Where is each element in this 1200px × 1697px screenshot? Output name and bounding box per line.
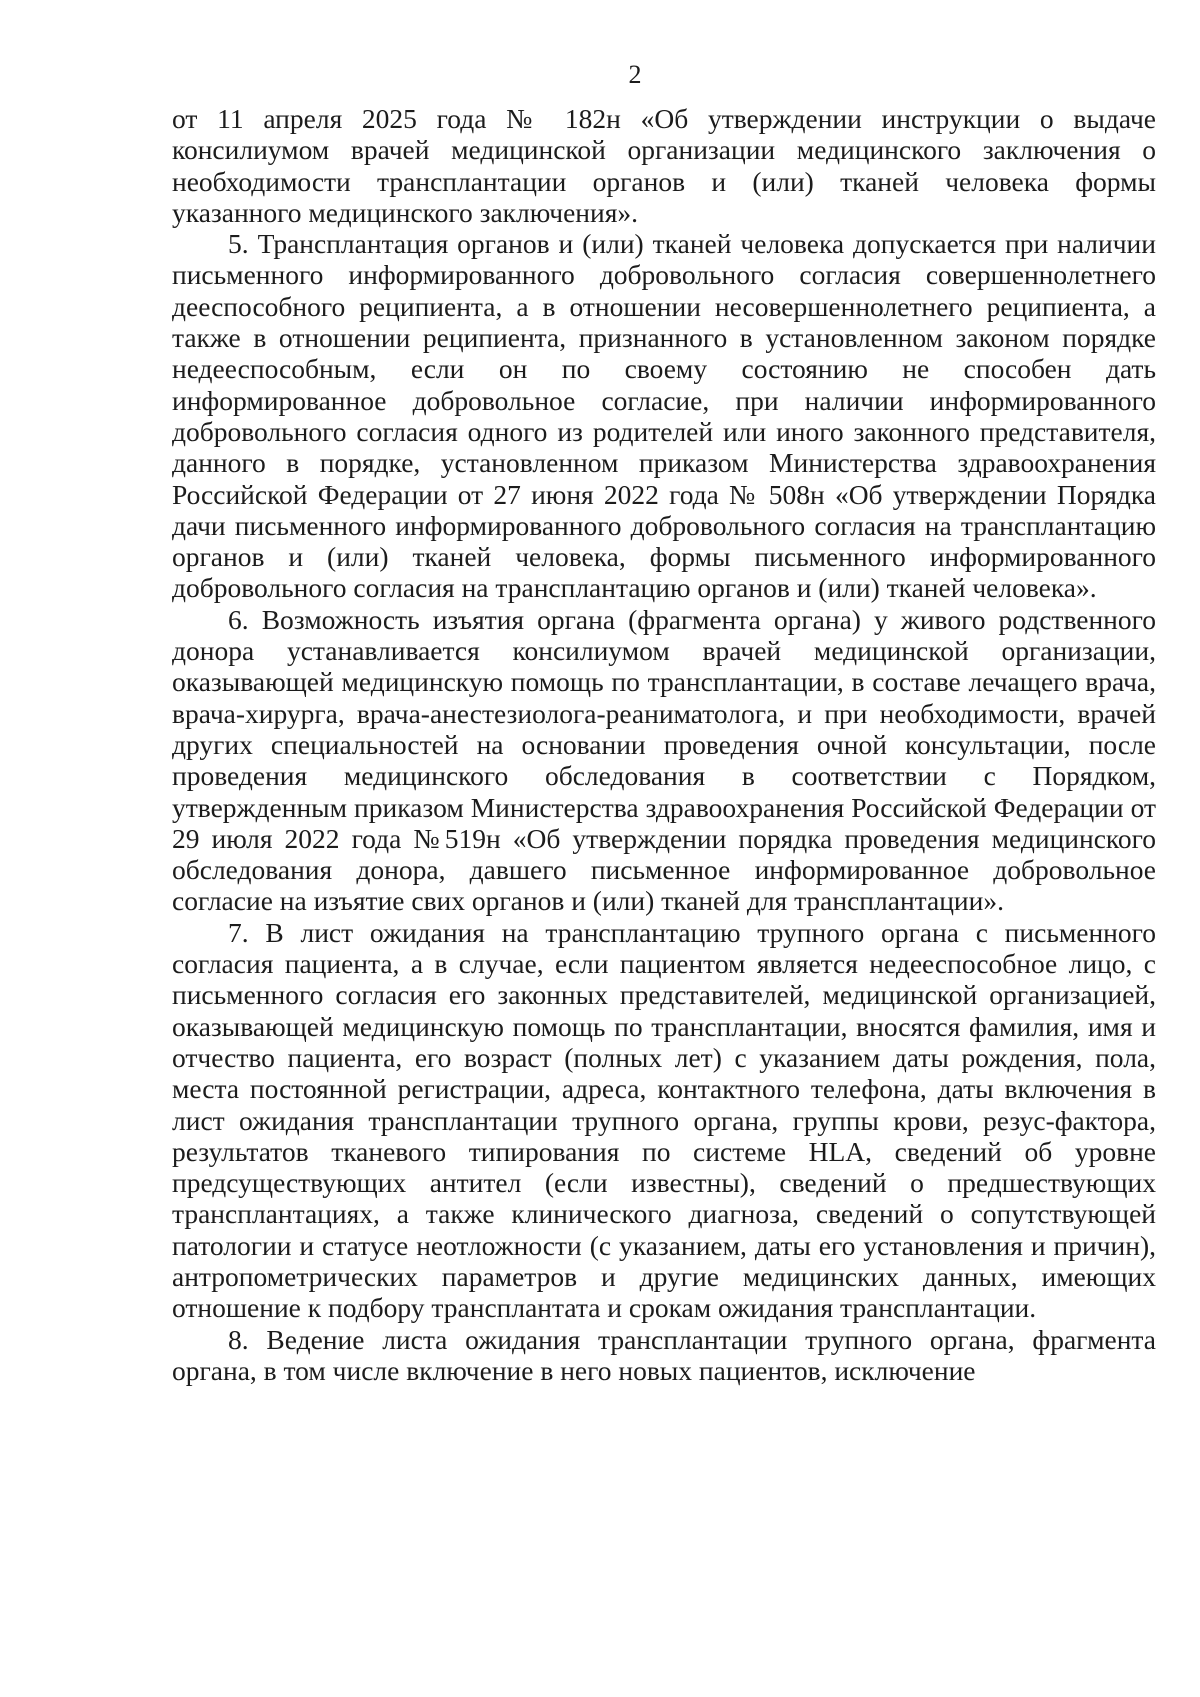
document-body: [172, 103, 1156, 1386]
paragraph-item-5: 5. Трансплантация органов и (или) тканей человека допускается при наличии письменного информированного добровольного согласия совершеннолетнего дееспособного реципиента, а в отношении несовершеннолетнего реципиента, а также в отношении реципиента, признанного в установленном законом порядке недееспособным, если он по своему состоянию не способен дать информированное добровольное согласие, при наличии информированного добровольного согласия одного из родителей или иного законного представителя, данного в порядке, установленном приказом Министерства здравоохранения Российской Федерации от 27 июня 2022 года № 508н «Об утверждении Порядка дачи письменного информированного добровольного согласия на трансплантацию органов и (или) тканей человека, формы письменного информированного добровольного согласия на трансплантацию органов и (или) тканей человека».: [172, 228, 1156, 604]
paragraph-continuation: от 11 апреля 2025 года № 182н «Об утверждении инструкции о выдаче консилиумом врачей медицинской организации медицинского заключения о необходимости трансплантации органов и (или) тканей человека формы указанного медицинского заключения».: [172, 103, 1156, 228]
paragraph-item-6: 6. Возможность изъятия органа (фрагмента органа) у живого родственного донора устанавливается консилиумом врачей медицинской организации, оказывающей медицинскую помощь по трансплантации, в составе лечащего врача, врача-хирурга, врача-анестезиолога-реаниматолога, и при необходимости, врачей других специальностей на основании проведения очной консультации, после проведения медицинского обследования в соответствии с Порядком, утвержденным приказом Министерства здравоохранения Российской Федерации от 29 июля 2022 года №519н «Об утверждении порядка проведения медицинского обследования донора, давшего письменное информированное добровольное согласие на изъятие свих органов и (или) тканей для трансплантации».: [172, 603, 1156, 917]
page-number: 2: [628, 60, 642, 89]
paragraph-item-8: 8. Ведение листа ожидания трансплантации трупного органа, фрагмента органа, в том числе включение в него новых пациентов, исключение: [172, 1323, 1156, 1386]
paragraph-item-7: 7. В лист ожидания на трансплантацию трупного органа с письменного согласия пациента, а в случае, если пациентом является недееспособное лицо, с письменного согласия его законных представителей, медицинской организацией, оказывающей медицинскую помощь по трансплантации, вносятся фамилия, имя и отчество пациента, его возраст (полных лет) с указанием даты рождения, пола, места постоянной регистрации, адреса, контактного телефона, даты включения в лист ожидания трансплантации трупного органа, группы крови, резус-фактора, результатов тканевого типирования по системе HLA, сведений об уровне предсуществующих антител (если известны), сведений о предшествующих трансплантациях, а также клинического диагноза, сведений о сопутствующей патологии и статусе неотложности (с указанием, даты его установления и причин), антропометрических параметров и другие медицинских данных, имеющих отношение к подбору трансплантата и срокам ожидания трансплантации.: [172, 916, 1156, 1324]
